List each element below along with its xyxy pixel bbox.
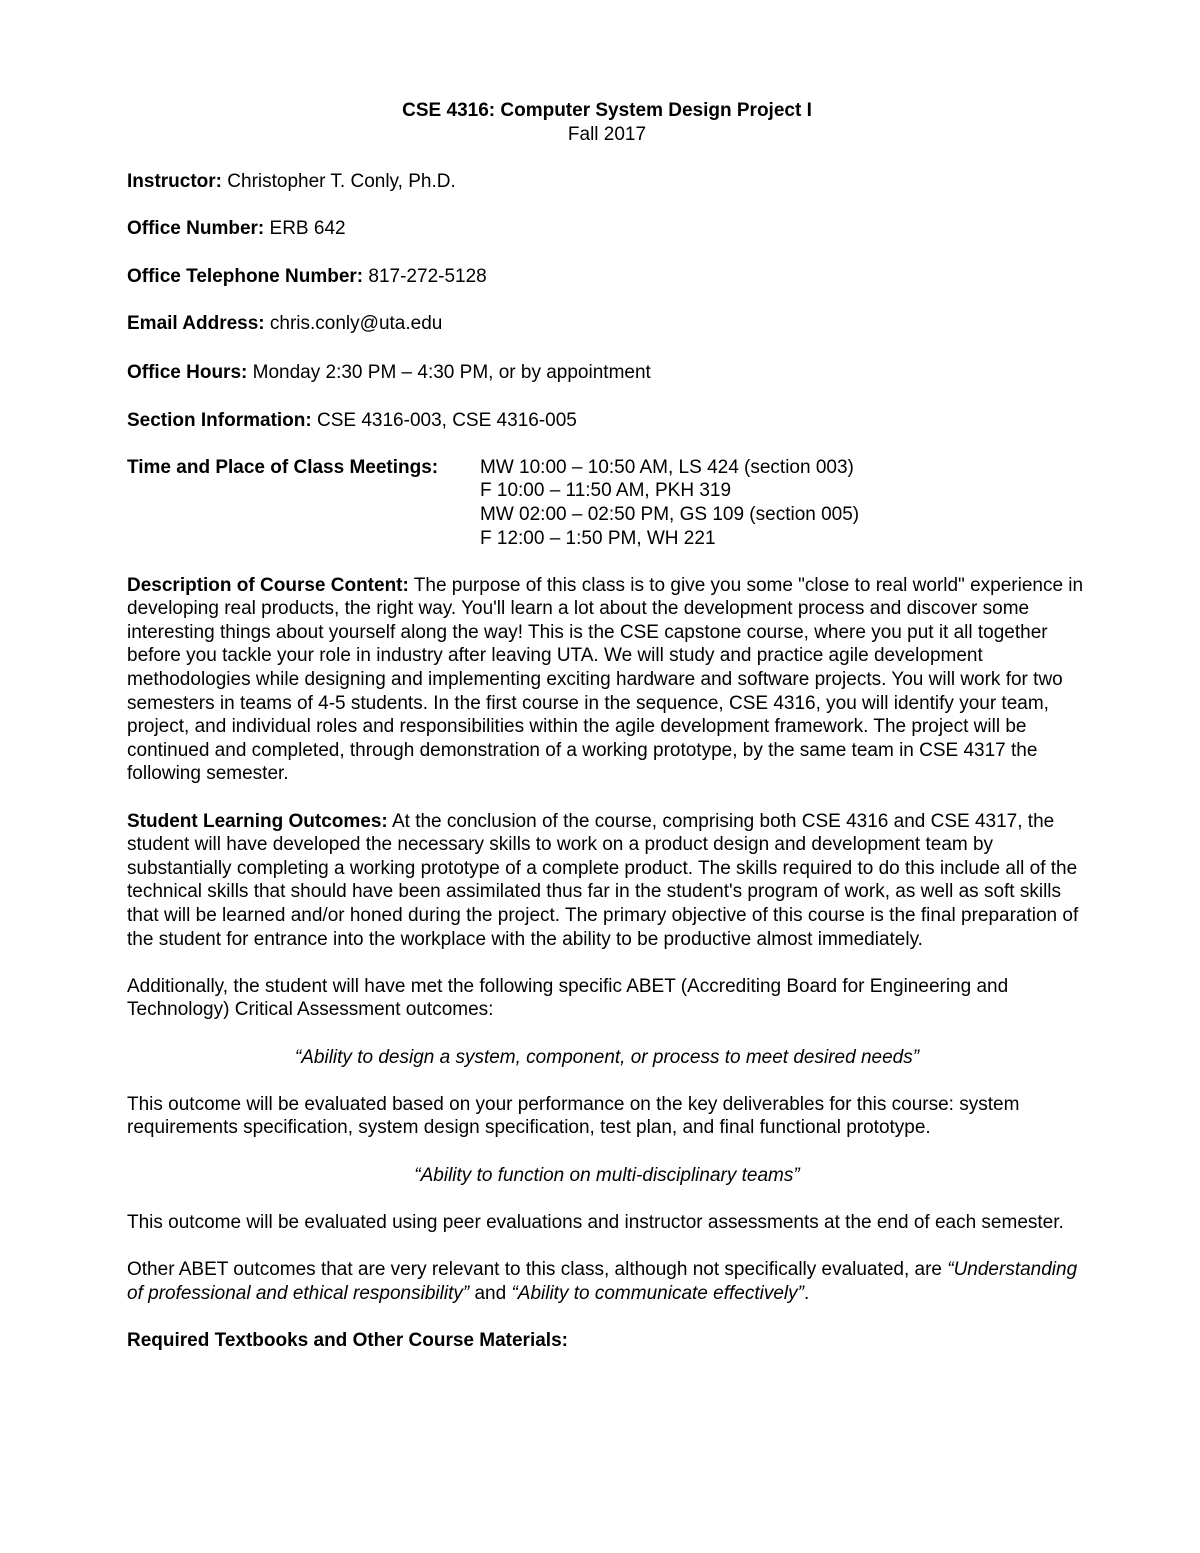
course-term: Fall 2017 — [567, 123, 647, 145]
section-line — [127, 409, 1087, 433]
syllabus-content — [127, 99, 1087, 1376]
course-description — [127, 574, 1087, 786]
meeting-time: F 10:00 – 11:50 AM, PKH 319 — [480, 480, 732, 502]
description-label: Description of Course Content: — [127, 574, 409, 596]
abet-outcome-design: “Ability to design a system, component, or process to meet desired needs” — [294, 1046, 920, 1068]
other-abet-outcomes — [127, 1258, 1087, 1305]
abet-outcome-design-eval: This outcome will be evaluated based on your performance on the key deliverables for this course: system requirements specification, system design specification, test plan, and final functional prototype. — [127, 1093, 1020, 1139]
document-header — [127, 99, 1087, 146]
class-meetings-label: Time and Place of Class Meetings: — [127, 456, 439, 478]
abet-intro: Additionally, the student will have met the following specific ABET (Accrediting Board for Engineering and Technology) Critical Assessment outcomes: — [127, 975, 1009, 1021]
office-phone-label: Office Telephone Number: — [127, 265, 364, 287]
email-value[interactable]: chris.conly@uta.edu — [264, 312, 443, 334]
office-hours-value: Monday 2:30 PM – 4:30 PM, or by appointment — [247, 362, 651, 384]
learning-outcomes — [127, 810, 1087, 952]
office-number-label: Office Number: — [127, 218, 265, 240]
other-outcomes-and: and — [469, 1282, 512, 1304]
class-meetings — [127, 456, 1087, 550]
section-label: Section Information: — [127, 409, 312, 431]
email-label: Email Address: — [127, 312, 265, 334]
other-outcomes-prefix: Other ABET outcomes that are very relevant to this class, although not specifically evaluated, are — [127, 1258, 948, 1280]
other-outcomes-suffix: . — [803, 1282, 810, 1304]
class-meetings-times — [480, 456, 1087, 550]
meeting-time: MW 02:00 – 02:50 PM, GS 109 (section 005) — [480, 503, 860, 525]
office-hours-label: Office Hours: — [127, 362, 248, 384]
outcomes-label: Student Learning Outcomes: — [127, 810, 388, 832]
office-phone-line — [127, 265, 1087, 289]
email-line — [127, 312, 1087, 336]
office-phone-value: 817-272-5128 — [363, 265, 487, 287]
course-title: CSE 4316: Computer System Design Project I — [402, 100, 812, 121]
abet-outcome-teams-eval: This outcome will be evaluated using peer evaluations and instructor assessments at the end of each semester. — [127, 1211, 1064, 1233]
meeting-time: F 12:00 – 1:50 PM, WH 221 — [480, 527, 716, 549]
outcomes-text: At the conclusion of the course, comprising both CSE 4316 and CSE 4317, the student will have developed the necessary skills to work on a product design and development team by substantially completing a working prototype of a complete product. The skills required to do this include all of the technical skills that should have been assimilated thus far in the student's program of work, as well as soft skills that will be learned and/or honed during the project. The primary objective of this course is the final preparation of the student for entrance into the workplace with the ability to be productive almost immediately. — [127, 810, 1079, 950]
office-number-value: ERB 642 — [264, 218, 346, 240]
office-number-line — [127, 217, 1087, 241]
instructor-value: Christopher T. Conly, Ph.D. — [222, 171, 456, 193]
instructor-line — [127, 170, 1087, 194]
other-outcome-communication: “Ability to communicate effectively” — [511, 1282, 804, 1304]
instructor-label: Instructor: — [127, 171, 222, 193]
materials-heading: Required Textbooks and Other Course Materials: — [127, 1329, 568, 1351]
abet-outcome-teams: “Ability to function on multi-disciplinary teams” — [414, 1164, 800, 1186]
section-value: CSE 4316-003, CSE 4316-005 — [311, 409, 577, 431]
description-text: The purpose of this class is to give you some "close to real world" experience in developing real products, the right way. You'll learn a lot about the development process and discover some interesting things about yourself along the way! This is the CSE capstone course, where you put it all together before you tackle your role in industry after leaving UTA. We will study and practice agile development methodologies while designing and implementing exciting hardware and software projects. You will work for two semesters in teams of 4-5 students. In the first course in the sequence, CSE 4316, you will identify your team, project, and individual roles and responsibilities within the agile development framework. The project will be continued and completed, through demonstration of a working prototype, by the same team in CSE 4317 the following semester. — [127, 574, 1084, 785]
meeting-time: MW 10:00 – 10:50 AM, LS 424 (section 003) — [480, 456, 854, 478]
other-outcome-ethics: “Understanding of professional and ethical responsibility” — [127, 1258, 1078, 1304]
office-hours-line — [127, 361, 1087, 385]
